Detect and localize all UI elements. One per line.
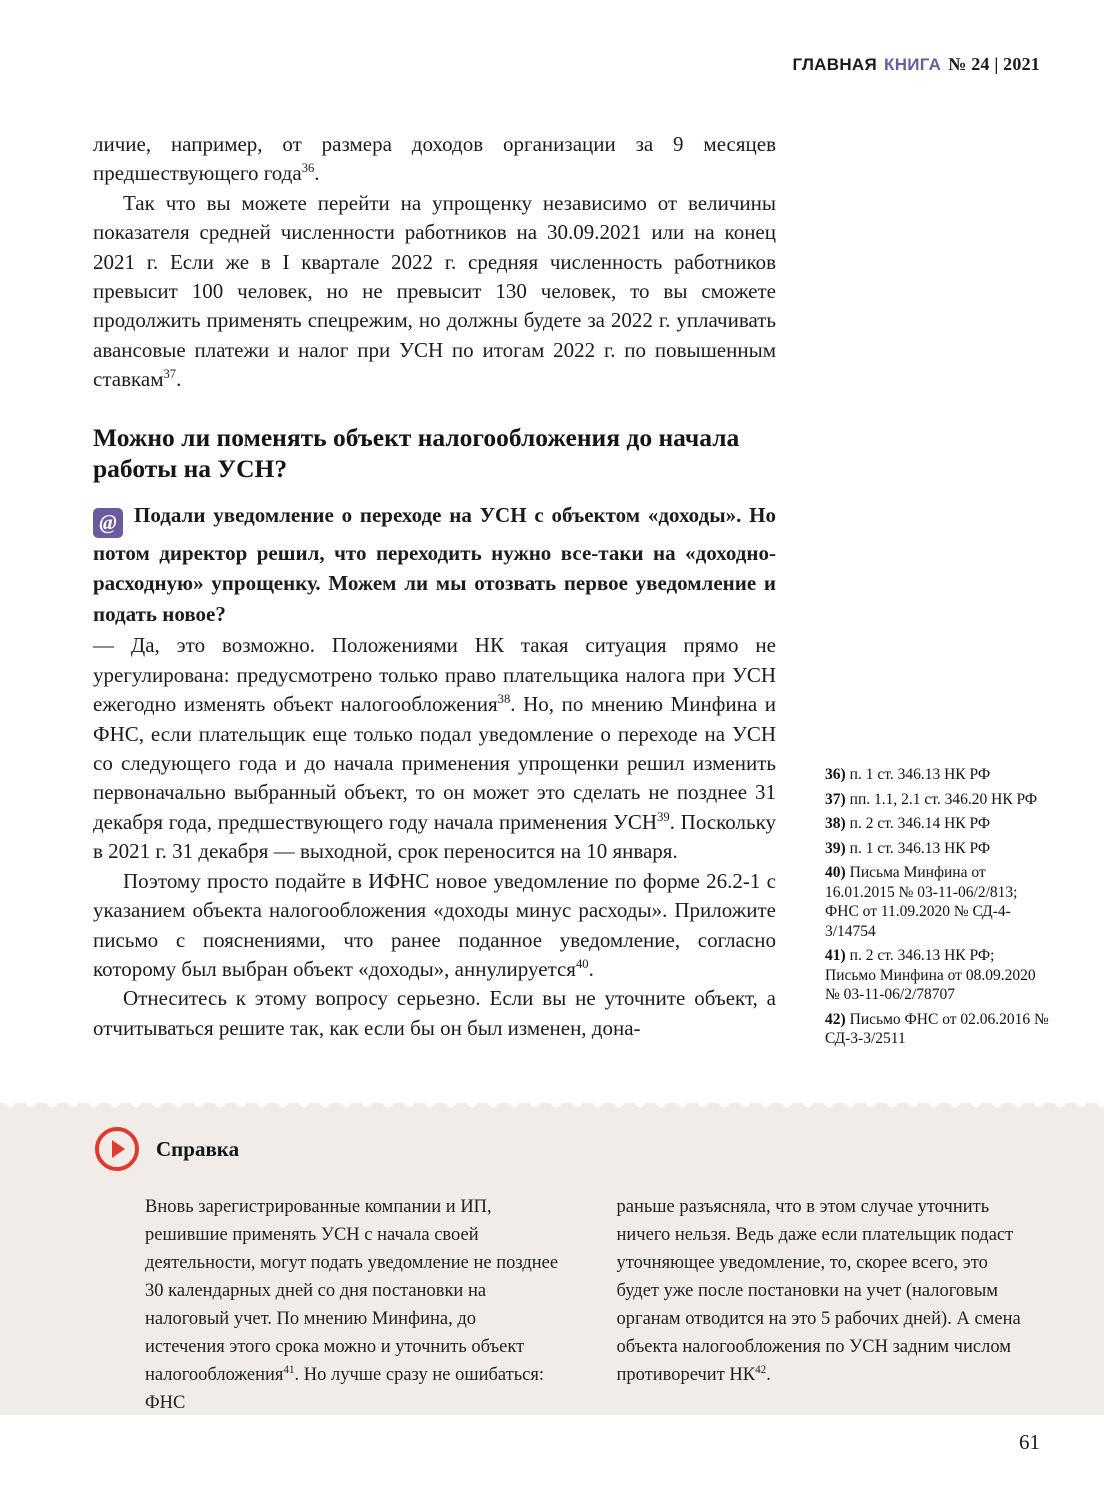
- footnote-ref: 37: [163, 367, 177, 382]
- footnote-number: 39): [825, 839, 846, 857]
- reference-header: [95, 1127, 239, 1171]
- footnote: [825, 839, 1049, 859]
- answer-paragraph: [93, 631, 776, 866]
- reference-text: .: [766, 1365, 771, 1385]
- footnote-text: п. 2 ст. 346.14 НК РФ: [849, 815, 991, 832]
- footnote-ref: 41: [283, 1363, 295, 1376]
- paragraph-text: Поэтому просто подайте в ИФНС новое уведомление по форме 26.2-1 с указанием объекта налогообложения «доходы минус расходы». Приложите письмо с пояснениями, что ранее поданное уведомление, согласно которому был выбран объект «доходы», аннулируется: [93, 868, 776, 981]
- footnote: [825, 790, 1049, 810]
- reader-question: [93, 500, 776, 630]
- paragraph-text: . Поскольку в 2021 г. 31 декабря — выходной, срок переносится на 10 января.: [93, 809, 776, 864]
- footnote-number: 41): [825, 947, 846, 964]
- reference-title: Справка: [156, 1136, 240, 1161]
- footnote-number: 42): [825, 1010, 846, 1028]
- paragraph-text: личие, например, от размера доходов организации за 9 месяцев предшествующего года: [93, 132, 776, 186]
- page-number: 61: [1019, 1430, 1040, 1454]
- paragraph: [93, 189, 776, 395]
- footnote-text: пп. 1.1, 2.1 ст. 346.20 НК РФ: [849, 790, 1038, 808]
- paragraph-text: Так что вы можете перейти на упрощенку независимо от величины показателя средней численности работников на 30.09.2021 или на конец 2021 г. Если же в I квартале 2022 г. средняя численность работников превысит 100 человек, но не превысит 130 человек, то вы сможете продолжить применять спецрежим, но должны будете за 2022 г. уплачивать авансовые платежи и налог при УСН по итогам 2022 г. по повышенным ставкам: [93, 190, 776, 392]
- footnote-number: 40): [825, 864, 846, 881]
- paragraph-text: .: [314, 161, 320, 186]
- reference-box: [0, 1103, 1104, 1415]
- scalloped-edge: [0, 1103, 1104, 1112]
- question-text: Подали уведомление о переходе на УСН с объектом «доходы». Но потом директор решил, что переходить нужно все-таки на «доходно-расходную» упрощенку. Можем ли мы отозвать первое уведомление и подать новое?: [93, 502, 776, 626]
- footnote: [825, 814, 1049, 834]
- play-icon: [95, 1127, 139, 1171]
- footnote-ref: 38: [497, 692, 511, 707]
- magazine-title-main: ГЛАВНАЯ: [792, 55, 878, 74]
- reference-text: Вновь зарегистрированные компании и ИП, решившие применять УСН с начала своей деятельности, могут подать уведомление не позднее 30 календарных дней со дня постановки на налоговый учет. По мнению Минфина, до истечения этого срока можно и уточнить объект налогообложения: [145, 1197, 559, 1385]
- footnote-number: 38): [825, 815, 846, 832]
- paragraph-continuation: [93, 130, 776, 189]
- footnote-number: 37): [825, 790, 846, 808]
- footnotes-column: [825, 765, 1049, 1054]
- footnote-number: 36): [825, 766, 846, 783]
- footnote-ref: 42: [755, 1363, 767, 1376]
- footnote: [825, 946, 1049, 1005]
- footnote: [825, 863, 1049, 941]
- footnote-ref: 40: [575, 956, 589, 971]
- reference-columns: [145, 1193, 1030, 1417]
- section-heading: Можно ли поменять объект налогообложения до начала работы на УСН?: [93, 422, 740, 484]
- footnote-text: Письмо ФНС от 02.06.2016 № СД-3-3/2511: [825, 1010, 1049, 1047]
- issue-number: № 24 | 2021: [948, 54, 1040, 74]
- magazine-title-accent: КНИГА: [884, 55, 942, 74]
- at-icon: [93, 508, 123, 538]
- footnote-text: Письма Минфина от 16.01.2015 № 03-11-06/2/813; ФНС от 11.09.2020 № СД-4-3/14754: [825, 864, 1018, 940]
- footnote: [825, 1010, 1049, 1049]
- reference-column-left: [145, 1193, 559, 1417]
- footnote-text: п. 1 ст. 346.13 НК РФ: [849, 839, 991, 857]
- at-icon-glyph: @: [99, 509, 117, 534]
- footnote-text: п. 2 ст. 346.13 НК РФ; Письмо Минфина от 08.09.2020 № 03-11-06/2/78707: [825, 947, 1036, 1003]
- article-column: [93, 130, 776, 1043]
- paragraph: Отнеситесь к этому вопросу серьезно. Если вы не уточните объект, а отчитываться решите так, как если бы он был изменен, дона-: [93, 986, 776, 1040]
- paragraph-text: .: [588, 956, 594, 981]
- paragraph: [93, 867, 776, 985]
- page-header: [792, 54, 1040, 75]
- paragraph-text: — Да, это возможно. Положениями НК такая ситуация прямо не урегулирована: предусмотрено только право плательщика налога при УСН ежегодно изменять объект налогообложения: [93, 633, 776, 717]
- footnote-ref: 36: [301, 161, 315, 176]
- footnote-text: п. 1 ст. 346.13 НК РФ: [849, 766, 991, 783]
- footnote-ref: 39: [657, 809, 670, 824]
- reference-column-right: [617, 1193, 1031, 1417]
- footnote: [825, 765, 1049, 785]
- paragraph-text: . Но, по мнению Минфина и ФНС, если плательщик еще только подал уведомление о переходе на УСН со следующего года и до начала применения упрощенки решил изменить первоначально выбранный объект, то он может это сделать не позднее 31 декабря года, предшествующего году начала применения УСН: [93, 692, 776, 834]
- play-triangle-icon: [112, 1140, 125, 1158]
- paragraph-text: .: [176, 367, 182, 392]
- reference-text: . Но лучше сразу не ошибаться: ФНС: [145, 1365, 544, 1413]
- reference-text: раньше разъясняла, что в этом случае уточнить ничего нельзя. Ведь даже если плательщик подаст уточняющее уведомление, то, скорее всего, это будет уже после постановки на учет (налоговым органам отводится на это 5 рабочих дней). А смена объекта налогообложения по УСН задним числом противоречит НК: [616, 1197, 1021, 1385]
